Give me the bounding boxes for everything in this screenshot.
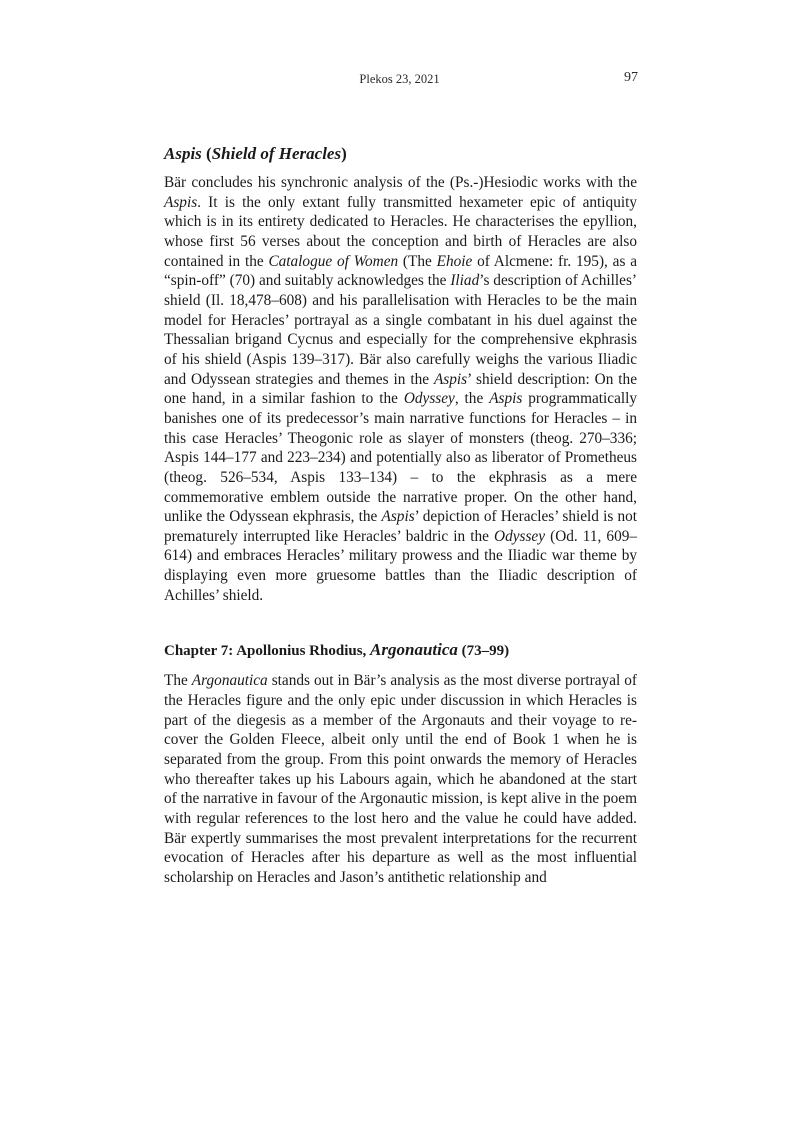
italic-title: Aspis [381,508,415,526]
italic-title: Argonautica [191,672,268,690]
paragraph-aspis: Bär concludes his synchronic analysis of the (Ps.-)Hesiodic works with the Aspis. It is the only extant fully transmitted hexameter epic of antiquity which is in its entirety dedicated to Heracles. He characterises the epyllion, whose first 56 verses about the conception and birth of Heracles are also contained in the Catalogue of Women (The Ehoie of Alcmene: fr. 195), as a “spin-off” (70) and suitably acknowledges the Iliad’s description of Achilles’ shield (Il. 18,478–608) and his parallelisation with Heracles to be the main model for Heracles’ portrayal as a single combatant in his duel against the Thessalian brigand Cycnus and especially for the comprehensive ekphrasis of his shield (Aspis 139–317). Bär also carefully weighs the various Iliadic and Odyssean strategies and themes in the Aspis’ shield description: On the one hand, in a similar fashion to the Odyssey, the Aspis programmatically banishes one of its predecessor’s main narrative functions for Heracles – in this case Heracles’ Theogonic role as slayer of monsters (theog. 270–336; Aspis 144–177 and 223–234) and potentially also as liberator of Prometheus (theog. 526–534, Aspis 133–134) – to the ekphrasis as a mere commemorative emblem outside the narrative proper. On the other hand, unlike the Odyssean ekphrasis, the Aspis’ depiction of Heracles’ shield is not prematurely interrupted like Heracles’ baldric in the Odyssey (Od. 11, 609–614) and embraces Heracles’ military prowess and the Iliadic war theme by displaying even more gruesome battles than the Iliadic description of Achilles’ shield. [164,174,638,604]
heading-suffix: (73–99) [457,643,510,660]
page-body [164,143,637,888]
chapter-heading-argonautica [164,639,637,662]
italic-title: Odyssey [403,390,455,408]
heading-italic: Shield of Heracles [211,144,342,163]
heading-prefix: Chapter 7: Apollonius Rhodius, [164,643,371,660]
italic-title: Aspis [164,193,198,211]
italic-title: Catalogue of Women [268,252,399,270]
italic-title: Iliad [450,272,480,290]
heading-paren-open: ( [201,144,212,163]
running-head: Plekos 23, 2021 [359,72,440,86]
heading-paren-close: ) [341,144,347,163]
heading-title: Aspis [164,144,202,163]
section-heading-aspis [164,143,637,165]
heading-italic: Argonautica [370,640,458,660]
italic-title: Odyssey [494,527,546,545]
italic-title: Aspis [433,370,468,388]
page-number: 97 [624,70,638,85]
italic-title: Ehoie [436,252,473,270]
paragraph-argonautica: The Argonautica stands out in Bär’s analysis as the most diverse portrayal of the Heracles figure and the only epic under discussion in which Heracles is part of the diegesis as a member of the Argonauts and their voyage to recover the Golden Fleece, albeit only until the end of Book 1 when he is separated from the group. From this point onwards the memory of Heracles who thereafter takes up his Labours again, which he abandoned at the start of the narrative in favour of the Argonautic mission, is kept alive in the poem with regular references to the lost hero and the value he could have added. Bär expertly summarises the most prevalent interpretations for the recurrent evocation of Heracles after his departure as well as the most influential scholarship on Heracles and Jason’s antithetic relationship and [164,672,637,886]
italic-title: Aspis [489,390,523,408]
